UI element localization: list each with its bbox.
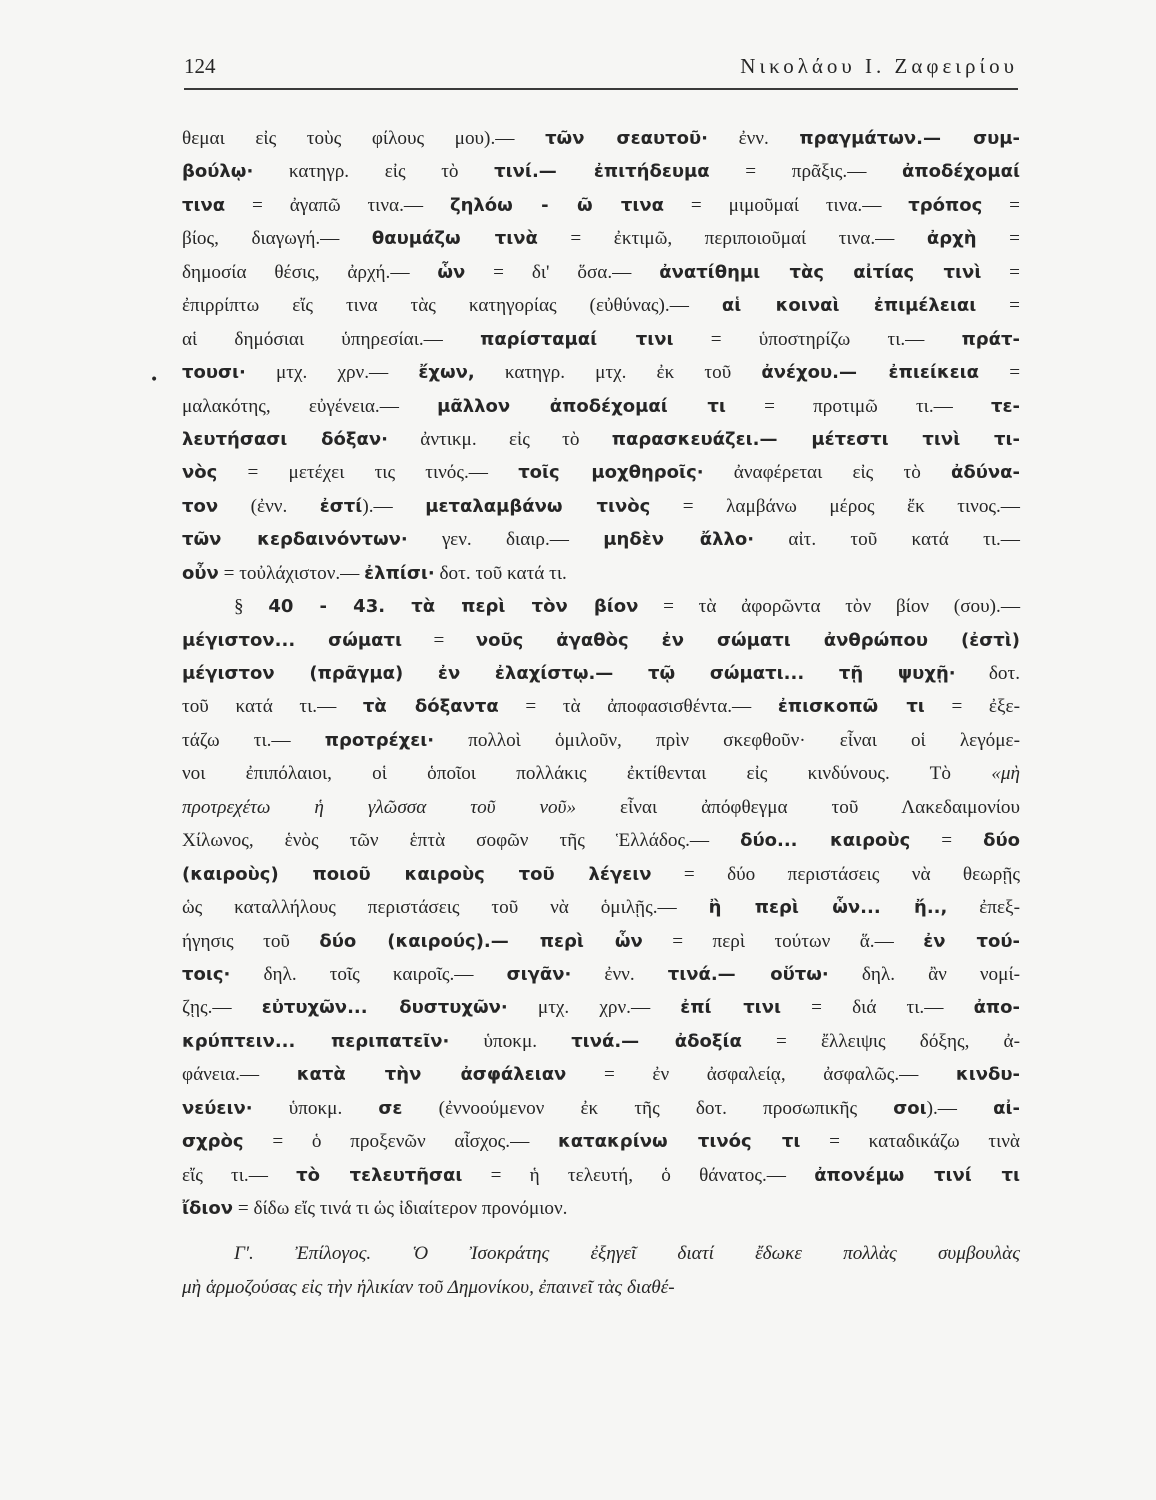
gloss-text: θεμαι εἰς τοὺς φίλους μου).— [182,128,546,149]
gloss-text: = [976,295,1020,317]
italic-text: Γ'. Ἐπίλογος. Ὁ Ἰσοκράτης ἐξηγεῖ διατί ἔδωκε πολλὰς συμβουλὰς [234,1243,1020,1265]
text-line [182,1125,1020,1158]
lemma-bold: 40 - 43. τὰ περὶ τὸν βίον [268,596,639,618]
text-line [182,1237,1020,1270]
lemma-bold: ἀποδέχομαί [902,161,1021,183]
gloss-text: δημοσία θέσις, ἀρχή.— [182,261,438,283]
text-line [182,356,1020,389]
lemma-bold: ἀρχὴ [926,228,977,250]
gloss-text: = ἐκτιμῶ, περιποιοῦμαί τινα.— [537,228,927,250]
gloss-text: ὡς καταλλήλους περιστάσεις τοῦ νὰ ὁμιλῇς.— [182,897,709,919]
text-line [182,390,1020,423]
lemma-bold: πράτ- [961,328,1021,350]
lemma-bold: τινα [182,194,226,216]
gloss-text: ἐνν. [707,128,800,149]
lemma-bold: κρύπτειν... περιπατεῖν· [182,1030,450,1052]
text-line [182,256,1020,289]
text-line [182,925,1020,958]
lemma-bold: παρίσταμαί τινι [480,328,674,350]
gloss-text: ήγησις τοῦ [182,930,320,952]
lemma-bold: κινδυ- [955,1064,1020,1086]
gloss-text: φάνεια.— [182,1064,297,1086]
lemma-bold: ἐλπίσι· [364,562,435,584]
text-line [182,1025,1020,1058]
gloss-text: εἴς τι.— [182,1164,297,1186]
gloss-text: = λαμβάνω μέρος ἔκ τινος.— [650,495,1020,517]
text-line [182,189,1020,222]
lemma-bold: αἱ κοιναὶ ἐπιμέλειαι [721,295,977,317]
lemma-bold: μεταλαμβάνω τινὸς [425,495,651,517]
lemma-bold: βούλῳ· [182,161,254,183]
text-line [182,958,1020,991]
lemma-bold: ἀνέχου.— ἐπιείκεια [761,362,980,384]
text-line [182,423,1020,456]
gloss-text: γεν. διαιρ.— [407,529,604,551]
gloss-text: = ἐξε- [924,696,1020,718]
italic-text: προτρεχέτω ἡ γλῶσσα τοῦ νοῦ» [182,796,577,818]
lemma-bold: λευτήσασι δόξαν· [182,428,388,450]
text-line [182,557,1020,590]
gloss-text: = ἐν ἀσφαλείᾳ, ἀσφαλῶς.— [566,1064,956,1086]
lemma-bold: τε- [991,395,1020,417]
gloss-text: βίος, διαγωγή.— [182,228,372,250]
italic-text: «μὴ [991,763,1020,785]
lemma-bold: ἀνατίθημι τὰς αἰτίας τινὶ [659,261,982,283]
gloss-text: ἀντικμ. εἰς τὸ [387,428,612,450]
gloss-text: αἱ δημόσιαι ὑπηρεσίαι.— [182,328,481,350]
lemma-bold: δύο [983,830,1021,852]
lemma-bold: ἀπονέμω τινί τι [814,1164,1020,1186]
gloss-text: = ἀγαπῶ τινα.— [225,194,450,216]
text-line [182,824,1020,857]
text-line [182,1271,1020,1304]
gloss-text: = δι' ὅσα.— [465,261,660,283]
gloss-text: ζῃς.— [182,997,262,1019]
text-line [182,289,1020,322]
text-line [182,456,1020,489]
gloss-text: = διά τι.— [780,997,974,1019]
lemma-bold: κατὰ τὴν ἀσφάλειαν [296,1064,567,1086]
lemma-bold: τοῖς μοχθηροῖς· [518,462,704,484]
lemma-bold: τουσι· [182,362,246,384]
gloss-text: = δίδω εἴς τινά τι ὡς ἰδιαίτερον προνόμιον. [233,1198,568,1219]
lemma-bold: ἔχων, [418,362,475,384]
gloss-text: = τοὐλάχιστον.— [218,562,365,584]
gloss-text: = πρᾶξις.— [709,161,903,183]
gloss-text: δηλ. τοῖς καιροῖς.— [230,963,507,985]
gloss-text: = [982,194,1020,216]
gloss-text: ὑποκμ. [252,1097,379,1119]
text-line [182,323,1020,356]
lemma-bold: σοι [893,1097,927,1119]
lemma-bold: ἢ περὶ ὧν... ἤ.., [708,897,948,919]
gloss-text: πολλοὶ ὁμιλοῦν, πρὶν σκεφθοῦν· εἶναι οἱ λεγόμε- [434,729,1020,751]
gloss-text: ἀναφέρεται εἰς τὸ [703,462,951,484]
gloss-text: = δύο περιστάσεις νὰ θεωρῇς [651,863,1020,885]
gloss-text: δοτ. [955,663,1020,684]
lemma-bold: ζηλόω - ῶ τινα [449,194,665,216]
lemma-bold: μᾶλλον ἀποδέχομαί τι [437,395,726,417]
lemma-bold: τὸ τελευτῆσαι [296,1164,463,1186]
gloss-text: μτχ. χρν.— [507,997,681,1019]
lemma-bold: ἀδύνα- [951,462,1020,484]
lemma-bold: τοις· [182,963,231,985]
text-line [182,1058,1020,1091]
gloss-text: = [979,362,1021,384]
text-line [182,858,1020,891]
gloss-text: δοτ. τοῦ κατά τι. [434,562,567,584]
gloss-text: = περὶ τούτων ἅ.— [642,930,924,952]
lemma-bold: νεύειν· [182,1097,253,1119]
lemma-bold: τινί.— ἐπιτήδευμα [494,161,710,183]
lemma-bold: παρασκευάζει.— μέτεστι τινὶ τι- [611,428,1020,450]
page-number: 124 [184,54,216,78]
gloss-text: = ἡ τελευτή, ὁ θάνατος.— [462,1164,815,1186]
gloss-text: = [910,830,984,852]
lemma-bold: ἴδιον [182,1198,234,1219]
lemma-bold: τὰ δόξαντα [362,696,499,718]
lemma-bold: σχρὸς [182,1131,244,1153]
gloss-text: = [401,629,476,651]
lemma-bold: οὖν [182,562,219,584]
lemma-bold: ὧν [437,261,466,283]
text-line [182,490,1020,523]
lemma-bold: προτρέχει· [324,729,435,751]
text-line [182,1192,1020,1225]
gloss-text: μαλακότης, εὐγένεια.— [182,395,438,417]
gloss-text: ).— [926,1097,994,1119]
lemma-bold: αἰ- [993,1097,1020,1119]
lemma-bold: εὐτυχῶν... δυστυχῶν· [261,997,508,1019]
gloss-text: ἐπιρρίπτω εἴς τινα τὰς κατηγορίας (εὐθύνας).— [182,295,722,317]
gloss-text: δηλ. ἂν νομί- [828,963,1020,985]
gloss-text: = μιμοῦμαί τινα.— [664,194,909,216]
lemma-bold: μέγιστον (πρᾶγμα) ἐν ἐλαχίστῳ.— τῷ σώματι... τῇ ψυχῇ· [182,663,956,684]
text-line [182,222,1020,255]
text-line [182,891,1020,924]
header-rule [184,88,1018,90]
text-line [182,624,1020,657]
lemma-bold: τινά.— ἀδοξία [571,1030,742,1052]
gloss-text: μτχ. χρν.— [245,362,419,384]
lemma-bold: τον [182,495,219,517]
lemma-bold: ἐν τού- [923,930,1020,952]
lemma-bold: τῶν κερδαινόντων· [182,529,408,551]
lemma-bold: μέγιστον... σώματι [182,629,402,651]
commentary-text [182,122,1020,1304]
gloss-text: τοῦ κατά τι.— [182,696,363,718]
gloss-text: = [981,261,1021,283]
lemma-bold: τρόπος [908,194,983,216]
lemma-bold: τινά.— οὕτω· [667,963,829,985]
gloss-text: Χίλωνος, ἑνὸς τῶν ἑπτὰ σοφῶν τῆς Ἑλλάδος.— [182,830,741,852]
lemma-bold: ἐστί [319,495,363,517]
text-line [182,1159,1020,1192]
lemma-bold: δύο... καιροὺς [740,830,911,852]
lemma-bold: θαυμάζω τινὰ [371,228,538,250]
gloss-text: = ὁ προξενῶν αἶσχος.— [243,1131,559,1153]
lemma-bold: μηδὲν ἄλλο· [603,529,755,551]
gloss-text: ἐπεξ- [947,897,1020,919]
text-line [182,155,1020,188]
text-line [182,122,1020,155]
gloss-text: = ὑποστηρίζω τι.— [673,328,962,350]
gloss-text: = καταδικάζω τινὰ [800,1131,1020,1153]
gloss-text: ).— [362,495,426,517]
lemma-bold: δύο (καιρούς).— περὶ ὧν [319,930,643,952]
lemma-bold: σιγᾶν· [506,963,572,985]
text-line [182,791,1020,824]
text-line [182,590,1020,623]
text-line [182,657,1020,690]
text-line [182,757,1020,790]
lemma-bold: πραγμάτων.— συμ- [799,128,1020,149]
gloss-text: = μετέχει τις τινός.— [217,462,519,484]
gloss-text: (ἐνν. [218,495,320,517]
gloss-text: = ἔλλειψις δόξης, ἀ- [741,1030,1020,1052]
gloss-text: τάζω τι.— [182,729,325,751]
lemma-bold: νοῦς ἀγαθὸς ἐν σώματι ἀνθρώπου (ἐστὶ) [475,629,1020,651]
gloss-text: ἐνν. [571,963,668,985]
running-head: Νικολάου Ι. Ζαφειρίου [740,54,1018,78]
gloss-text: αἰτ. τοῦ κατά τι.— [754,529,1020,551]
lemma-bold: νὸς [182,462,218,484]
gloss-text: κατηγρ. μτχ. ἐκ τοῦ [474,362,762,384]
lemma-bold: ἀπο- [973,997,1021,1019]
lemma-bold: κατακρίνω τινός τι [558,1131,801,1153]
lemma-bold: σε [378,1097,403,1119]
text-line [182,1092,1020,1125]
gloss-text: ὑποκμ. [449,1030,572,1052]
gloss-text: (ἐννοούμενον ἐκ τῆς δοτ. προσωπικῆς [402,1097,894,1119]
italic-text: μὴ ἁρμοζούσας εἰς τὴν ἡλικίαν τοῦ Δημονίκου, ἐπαινεῖ τὰς διαθέ- [182,1276,675,1298]
gloss-text: § [234,596,269,618]
gloss-text: = τὰ ἀποφασισθέντα.— [498,696,778,718]
text-line [182,690,1020,723]
gloss-text: εἶναι ἀπόφθεγμα τοῦ Λακεδαιμονίου [576,796,1020,818]
gloss-text: νοι ἐπιπόλαιοι, οἱ ὁποῖοι πολλάκις ἐκτίθενται εἰς κινδύνους. Τὸ [182,763,992,785]
lemma-bold: ἐπί τινι [680,997,781,1019]
text-line [182,991,1020,1024]
gloss-text: = [976,228,1020,250]
text-line [182,724,1020,757]
text-line [182,523,1020,556]
gloss-text: = προτιμῶ τι.— [725,395,992,417]
gloss-text: κατηγρ. εἰς τὸ [253,161,495,183]
lemma-bold: (καιροὺς) ποιοῦ καιροὺς τοῦ λέγειν [182,863,652,885]
gloss-text: = τὰ ἀφορῶντα τὸν βίον (σου).— [638,596,1021,618]
margin-mark: • [150,372,159,388]
lemma-bold: ἐπισκοπῶ τι [777,696,925,718]
lemma-bold: τῶν σεαυτοῦ· [545,128,708,149]
page-header [184,50,1018,90]
